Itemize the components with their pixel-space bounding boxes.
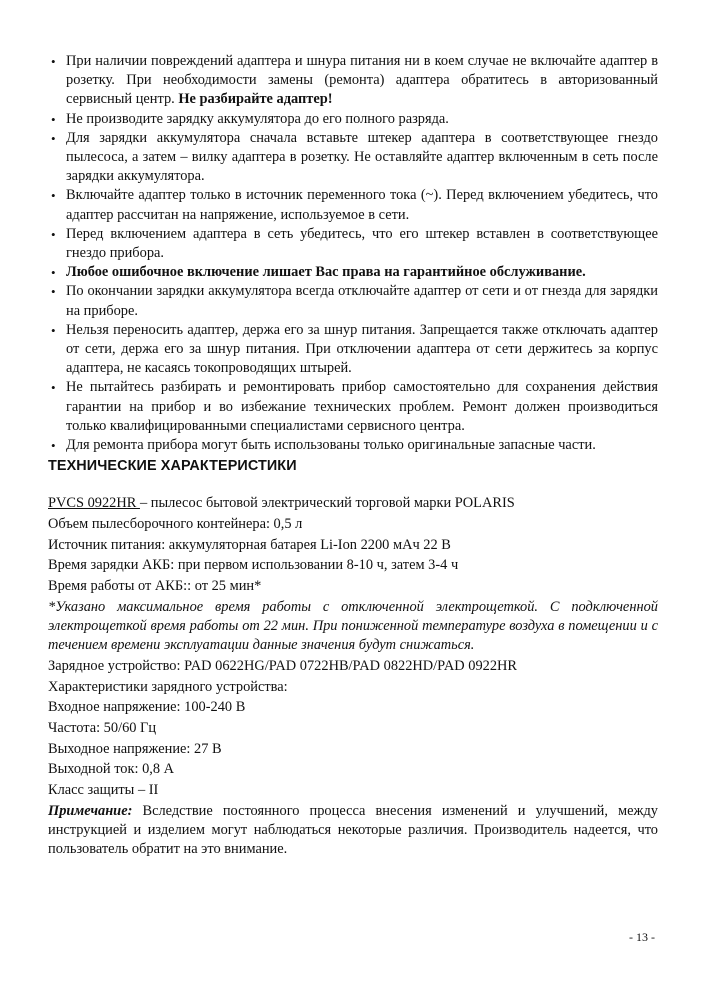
spec-line: Выходной ток: 0,8 А <box>48 761 175 778</box>
list-item: • Включайте адаптер только в источник переменного тока (~). Перед включением убедитесь, что адаптер рассчитан на напряжение, используемое в сети. <box>48 186 658 224</box>
note-paragraph: Примечание: Вследствие постоянного процесса внесения изменений и улучшений, между инструкцией и изделием могут наблюдаться некоторые различия. Производитель надеется, что пользователь обратит на это внимание. <box>48 802 658 858</box>
spec-line: Время зарядки АКБ: при первом использовании 8-10 ч, затем 3-4 ч <box>48 557 459 574</box>
note-label: Примечание: <box>48 802 133 819</box>
list-item: • Нельзя переносить адаптер, держа его за шнур питания. Запрещается также отключать адаптер от сети, держа его за шнур питания. При отключении адаптера от сети держитесь за корпус адаптера, не касаясь токопроводящих штырей. <box>48 321 658 379</box>
list-item: • Для зарядки аккумулятора сначала вставьте штекер адаптера в соответствующее гнездо пылесоса, а затем – вилку адаптера в розетку. Не оставляйте адаптер включенным в сеть после зарядки аккумулятора. <box>48 129 658 187</box>
spec-line: Характеристики зарядного устройства: <box>48 678 288 695</box>
list-item: • Любое ошибочное включение лишает Вас права на гарантийное обслуживание. <box>48 263 658 282</box>
spec-line: Объем пылесборочного контейнера: 0,5 л <box>48 515 303 532</box>
safety-list <box>48 52 658 455</box>
tech-specs-heading: ТЕХНИЧЕСКИЕ ХАРАКТЕРИСТИКИ <box>48 458 297 474</box>
spec-line: Время работы от АКБ:: от 25 мин* <box>48 578 262 595</box>
spec-line: Зарядное устройство: PAD 0622HG/PAD 0722HB/PAD 0822HD/PAD 0922HR <box>48 657 518 674</box>
list-item: • Не производите зарядку аккумулятора до его полного разряда. <box>48 110 658 129</box>
spec-line: Класс защиты – II <box>48 782 159 799</box>
list-item: • По окончании зарядки аккумулятора всегда отключайте адаптер от сети и от гнезда для зарядки на приборе. <box>48 282 658 320</box>
list-item: • Перед включением адаптера в сеть убедитесь, что его штекер вставлен в соответствующее гнездо прибора. <box>48 225 658 263</box>
tech-specs-section <box>48 457 658 861</box>
page-number: - 13 - <box>629 930 655 944</box>
model-name: PVCS 0922HR <box>48 495 140 512</box>
spec-line: Частота: 50/60 Гц <box>48 719 157 736</box>
spec-line: Входное напряжение: 100-240 В <box>48 699 246 716</box>
list-item: • Не пытайтесь разбирать и ремонтировать прибор самостоятельно для сохранения действия гарантии на прибор и во избежание технических проблем. Ремонт должен производиться только квалифицированными специалистами сервисного центра. <box>48 378 658 436</box>
model-line: PVCS 0922HR – пылесос бытовой электрический торговой марки POLARIS <box>48 495 515 512</box>
list-item: • При наличии повреждений адаптера и шнура питания ни в коем случае не включайте адаптер в розетку. При необходимости замены (ремонта) адаптера обратитесь в авторизованный сервисный центр. Не разбирайте адаптер! <box>48 52 658 110</box>
spec-line: Выходное напряжение: 27 В <box>48 740 222 757</box>
footnote: *Указано максимальное время работы с отключенной электрощеткой. С подключенной электрощеткой время работы от 22 мин. При пониженной температуре воздуха в помещении и с течением времени эксплуатации данные значения будут снижаться. <box>48 598 658 654</box>
spec-line: Источник питания: аккумуляторная батарея Li-Ion 2200 мАч 22 В <box>48 536 451 553</box>
list-item: • Для ремонта прибора могут быть использованы только оригинальные запасные части. <box>48 436 658 455</box>
